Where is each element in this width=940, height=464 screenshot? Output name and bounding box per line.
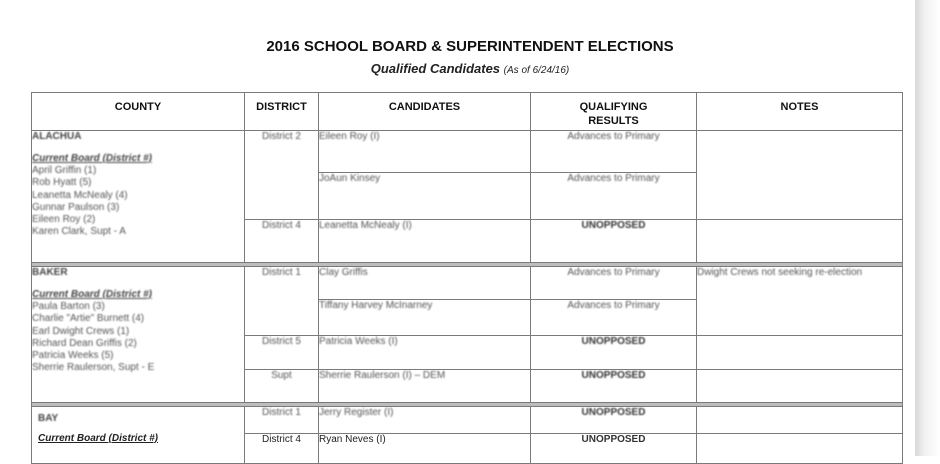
table-header-row [32, 93, 903, 131]
candidate-cell: Ryan Neves (I) [319, 434, 531, 464]
board-member: Earl Dwight Crews (1) [32, 325, 130, 337]
notes-cell: Dwight Crews not seeking re-election [697, 267, 903, 336]
candidate-cell: Jerry Register (I) [319, 407, 531, 434]
result-cell: UNOPPOSED [531, 434, 697, 464]
candidates-table [31, 92, 903, 464]
current-board-label: Current Board (District #) [32, 153, 153, 164]
result-cell: UNOPPOSED [531, 407, 697, 434]
board-member: Richard Dean Griffis (2) [32, 337, 137, 349]
district-cell: District 1 [245, 267, 319, 336]
notes-cell [697, 434, 903, 464]
board-member: April Griffin (1) [32, 165, 97, 176]
board-member: Karen Clark, Supt - A [32, 226, 126, 238]
district-cell: District 5 [245, 336, 319, 370]
board-member: Patricia Weeks (5) [32, 350, 114, 362]
board-member: Sherrie Raulerson, Supt - E [32, 362, 155, 374]
candidate-cell: Sherrie Raulerson (I) – DEM [319, 370, 531, 403]
result-cell: Advances to Primary [531, 131, 697, 173]
county-cell-baker [32, 267, 245, 403]
candidate-cell: Clay Griffis [319, 267, 531, 300]
notes-cell [697, 370, 903, 403]
header-candidates: CANDIDATES [319, 93, 531, 131]
result-cell: Advances to Primary [531, 267, 697, 300]
board-member: Rob Hyatt (5) [32, 177, 92, 189]
table-row [32, 267, 903, 300]
notes-cell [697, 407, 903, 434]
candidate-cell: Tiffany Harvey McInarney [319, 300, 531, 336]
table-row [32, 407, 903, 434]
district-cell: District 4 [245, 220, 319, 263]
board-member: Paula Barton (3) [32, 301, 105, 312]
notes-cell [697, 220, 903, 263]
county-name: BAKER [32, 267, 68, 278]
candidate-cell: Eileen Roy (I) [319, 131, 531, 173]
header-qualifying-label: QUALIFYING RESULTS [579, 101, 648, 127]
header-qualifying-results [531, 93, 697, 131]
candidate-cell: JoAun Kinsey [319, 173, 531, 220]
district-cell: District 1 [245, 407, 319, 434]
header-notes: NOTES [697, 93, 903, 131]
document-title: 2016 SCHOOL BOARD & SUPERINTENDENT ELECTIONS [266, 38, 674, 55]
header-county: COUNTY [32, 93, 245, 131]
district-cell: Supt [245, 370, 319, 403]
candidate-cell: Patricia Weeks (I) [319, 336, 531, 370]
result-cell: Advances to Primary [531, 300, 697, 336]
board-member: Charlie "Artie" Burnett (4) [32, 313, 145, 325]
subtitle-text: Qualified Candidates [370, 61, 501, 76]
table-row [32, 131, 903, 173]
document-subtitle [0, 61, 940, 76]
notes-cell [697, 131, 903, 220]
current-board-label: Current Board (District #) [38, 433, 159, 444]
board-member: Eileen Roy (2) [32, 214, 96, 226]
header-district: DISTRICT [245, 93, 319, 131]
county-cell-bay [32, 407, 245, 464]
county-name: BAY [38, 413, 59, 424]
board-member: Gunnar Paulson (3) [32, 201, 120, 213]
result-cell: UNOPPOSED [531, 220, 697, 263]
result-cell: UNOPPOSED [531, 336, 697, 370]
county-cell-alachua [32, 131, 245, 263]
candidate-cell: Leanetta McNealy (I) [319, 220, 531, 263]
district-cell: District 4 [245, 434, 319, 464]
county-name: ALACHUA [32, 131, 82, 142]
notes-cell [697, 336, 903, 370]
result-cell: Advances to Primary [531, 173, 697, 220]
district-cell: District 2 [245, 131, 319, 220]
result-cell: UNOPPOSED [531, 370, 697, 403]
current-board-label: Current Board (District #) [32, 289, 153, 300]
board-member: Leanetta McNealy (4) [32, 189, 128, 201]
as-of-date: (As of 6/24/16) [503, 65, 570, 76]
